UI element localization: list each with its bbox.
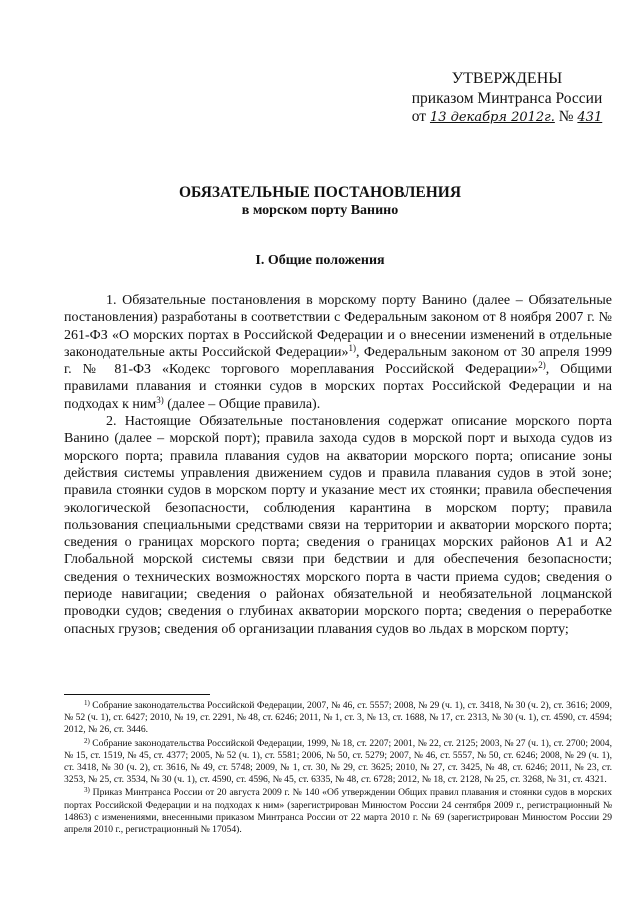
handwritten-number: 431 [577,110,603,125]
paragraph-2: 2. Настоящие Обязательные постановления содержат описание морского порта Ванино (далее – морской порт); правила захода судов в морской порт и выхода судов из морского порта; правила плавания судов на акватории морского порта; описание зоны действия системы управления движением судов и правила плавания судов в этой зоне; правила стоянки судов в морском порту и указание мест их стоянки; правила обеспечения экологической безопасности, соблюдения карантина в морском порту; правила пользования специальными средствами связи на территории и акватории морского порта; сведения о границах морского порта; сведения о границах морских районов А1 и А2 Глобальной морской системы связи при бедствии и для обеспечения безопасности; сведения о технических возможностях морского порта в части приема судов; сведения о периоде навигации; сведения о районах обязательной и необязательной лоцманской проводки судов; сведения о глубинах акватории морского порта; сведения о переработке опасных грузов; сведения об организации плавания судов во льдах в морском порту; [64,414,612,637]
footnote-1 [64,700,612,737]
number-label: № [558,108,574,125]
footnote-divider [64,694,210,695]
paragraph-1-text-d: (далее – Общие правила). [163,396,321,412]
order-by-label: приказом Минтранса России [411,90,603,107]
order-date-line [392,108,622,127]
paragraph-1-text-a: 1. Обязательные постановления в морскому порту Ванино (далее – Обязательные постановления) разработаны в соответствии с Федеральным законом от 8 ноября 2007 г. № 261-ФЗ «О морских портах в Российской Федерации и о внесении изменений в отдельные законодательные акты Российской Федерации» [64,293,612,360]
footnote-1-mark: 1) [84,699,90,707]
handwritten-date: 13 декабря 2012г. [429,110,555,125]
from-label: от [411,108,427,125]
paragraph-1 [64,292,612,413]
approved-label: УТВЕРЖДЕНЫ [451,70,563,87]
document-subtitle: в морском порту Ванино [241,203,399,218]
approval-stamp [392,70,622,127]
footnote-2-text: Собрание законодательства Российской Федерации, 1999, № 18, ст. 2207; 2001, № 22, ст. 2125; 2003, № 27 (ч. 1), ст. 2700; 2004, № 15, ст. 1519, № 45, ст. 4377; 2005, № 52 (ч. 1), ст. 5581; 2006, № 50, ст. 5279; 2007, № 46, ст. 5557, № 50, ст. 6246; 2008, № 29 (ч. 1), ст. 3418, № 30 (ч. 2), ст. 3616, № 49, ст. 5748; 2009, № 1, ст. 30, № 29, ст. 3625; 2010, № 27, ст. 3425, № 48, ст. 6246; 2011, № 23, ст. 3253, № 25, ст. 3534, № 30 (ч. 1), ст. 4590, ст. 4596, № 45, ст. 6335, № 48, ст. 6728; 2012, № 18, ст. 2128, № 25, ст. 3268, № 31, ст. 4321. [64,737,612,786]
footnote-ref-1: 1) [348,342,356,353]
footnote-3 [64,787,612,836]
section-heading: I. Общие положения [255,253,385,268]
footnote-ref-2: 2) [538,360,546,371]
footnotes [64,700,612,837]
document-body [64,292,612,638]
footnote-1-text: Собрание законодательства Российской Федерации, 2007, № 46, ст. 5557; 2008, № 29 (ч. 1), ст. 3418, № 30 (ч. 2), ст. 3616; 2009, № 52 (ч. 1), ст. 6427; 2010, № 19, ст. 2291, № 48, ст. 6246; 2011, № 1, ст. 3, № 13, ст. 1688, № 17, ст. 2313, № 30 (ч. 1), ст. 4590, ст. 4594; 2012, № 26, ст. 3446. [64,700,612,736]
footnote-3-text: Приказ Минтранса России от 20 августа 2009 г. № 140 «Об утверждении Общих правил плавания и стоянки судов в морских портах Российской Федерации и на подходах к ним» (зарегистрирован Минюстом России 24 сентября 2009 г., регистрационный № 14863) с изменениями, внесенными приказом Минтранса России от 22 марта 2010 г. № 69 (зарегистрирован Минюстом России 29 апреля 2010 г., регистрационный № 17054). [64,787,612,836]
paragraph-1-text-c: , Общими правилами плавания и стоянки судов в морских портах Российской Федерации и на подходах к ним [64,362,612,412]
footnote-ref-3: 3) [156,394,164,405]
footnote-3-mark: 3) [84,786,90,795]
footnote-2-mark: 2) [84,736,90,745]
paragraph-1-text-b: , Федеральным законом от 30 апреля 1999 г. № 81-ФЗ «Кодекс торгового мореплавания Российской Федерации» [64,344,612,378]
document-title: ОБЯЗАТЕЛЬНЫЕ ПОСТАНОВЛЕНИЯ [178,184,462,201]
footnote-2 [64,738,612,787]
